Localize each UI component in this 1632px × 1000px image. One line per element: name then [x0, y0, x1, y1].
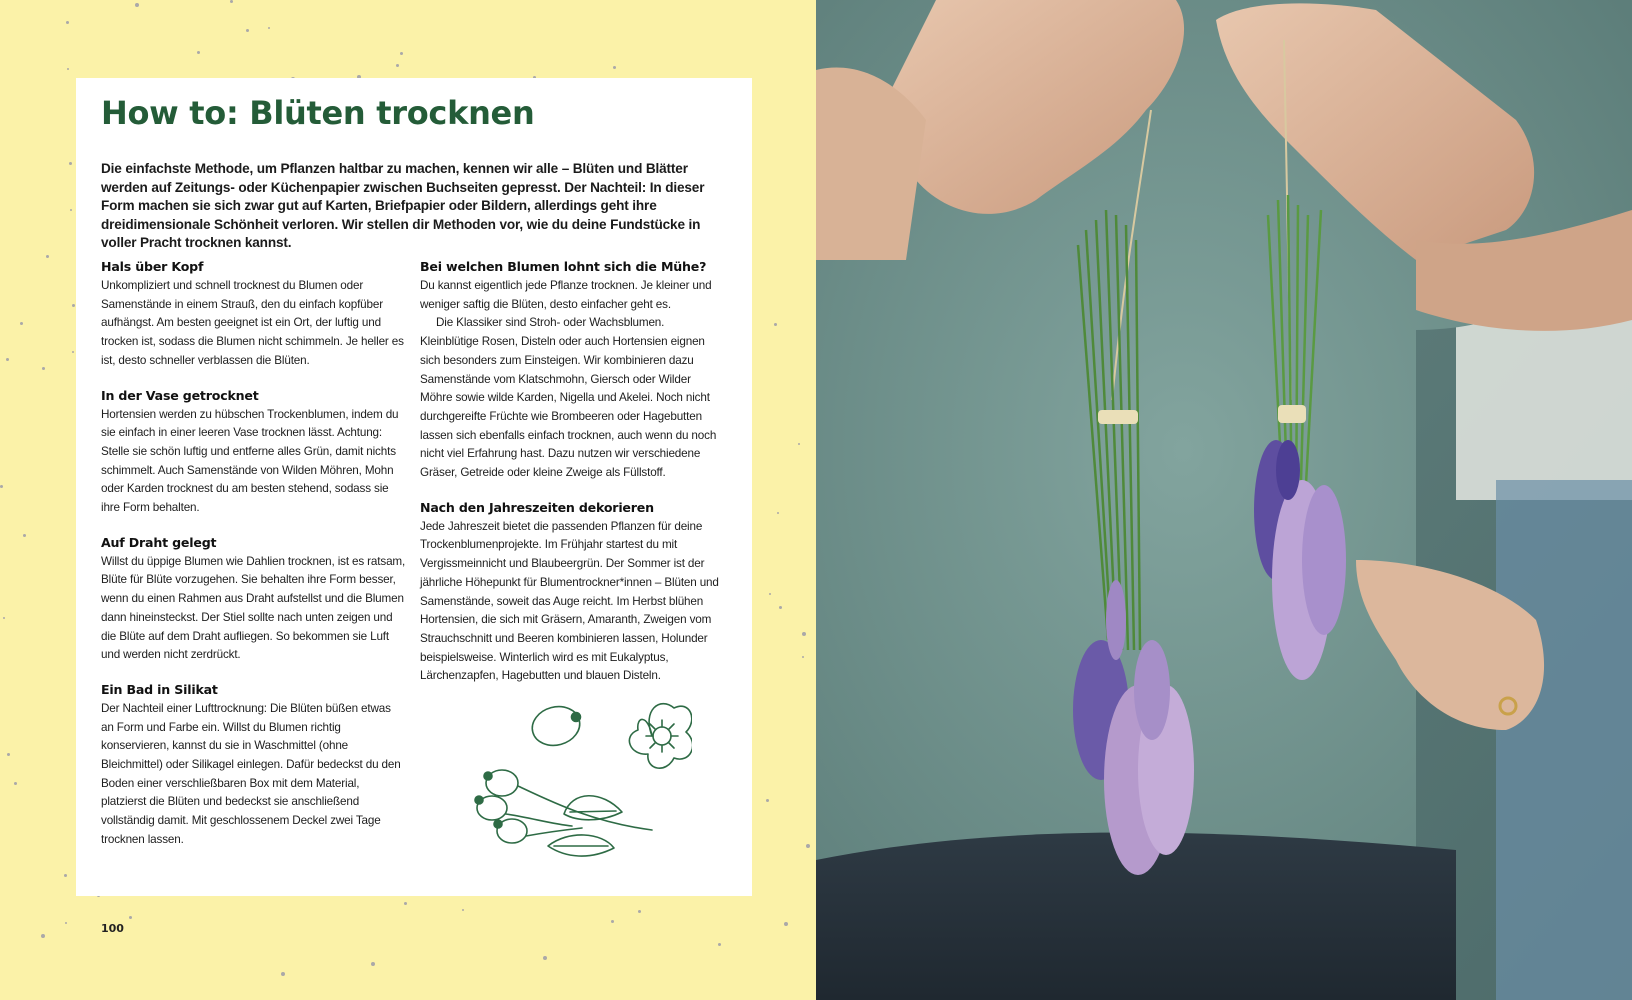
- speckle-dot: [197, 51, 200, 54]
- speckle-dot: [20, 322, 23, 325]
- section-heading: Bei welchen Blumen lohnt sich die Mühe?: [420, 259, 707, 274]
- speckle-dot: [129, 916, 132, 919]
- section-heading: Hals über Kopf: [101, 259, 204, 274]
- section-text: Hortensien werden zu hübschen Trockenblumen, indem du sie einfach in einer leeren Vase trocknen lässt. Achtung: Stelle sie schön luftig und entferne alles Grün, damit nichts schimmelt. Auch Samenstände von Wilden Möhren, Mohn oder Karden trocknest du am besten stehend, sodass sie ihre Form behalten.: [101, 407, 399, 515]
- speckle-dot: [281, 972, 285, 976]
- speckle-dot: [65, 922, 67, 924]
- section-silikat: [101, 681, 406, 850]
- intro-paragraph: Die einfachste Methode, um Pflanzen haltbar zu machen, kennen wir alle – Blüten und Blätter werden auf Zeitungs- oder Küchenpapier zwischen Buchseiten gepresst. Der Nachteil: In dieser Form machen sie sich zwar gut auf Karten, Briefpapier oder Bildern, allerdings geht ihre dreidimensionale Schönheit verloren. Wir stellen dir Methoden vor, wie du deine Fundstücke in voller Pracht trocknen kannst.: [101, 161, 705, 250]
- section-in-der-vase: [101, 387, 406, 518]
- speckle-dot: [802, 632, 806, 636]
- section-hals-ueber-kopf: [101, 258, 406, 371]
- speckle-dot: [0, 485, 3, 488]
- left-column: [101, 258, 406, 866]
- speckle-dot: [802, 656, 804, 658]
- speckle-dot: [42, 367, 45, 370]
- page-title: How to: Blüten trocknen: [101, 94, 535, 132]
- speckle-dot: [230, 0, 233, 3]
- speckle-dot: [404, 902, 407, 905]
- speckle-dot: [23, 534, 26, 537]
- speckle-dot: [268, 27, 270, 29]
- speckle-dot: [7, 753, 10, 756]
- speckle-dot: [798, 443, 800, 445]
- speckle-dot: [72, 351, 74, 353]
- speckle-dot: [396, 64, 399, 67]
- content-card: [76, 78, 752, 896]
- speckle-dot: [135, 3, 139, 7]
- section-text: Unkompliziert und schnell trocknest du Blumen oder Samenstände in einem Strauß, den du einfach kopfüber aufhängst. Am besten geeignet ist ein Ort, der luftig und trocken ist, sodass die Blumen nicht schimmeln. Je heller es ist, desto schneller verblassen die Blüten.: [101, 279, 404, 367]
- speckle-dot: [638, 910, 641, 913]
- section-welche-blumen: [420, 258, 725, 483]
- speckle-dot: [613, 66, 616, 69]
- section-heading: Auf Draht gelegt: [101, 534, 217, 550]
- speckle-dot: [400, 52, 403, 55]
- section-text: Jede Jahreszeit bietet die passenden Pflanzen für deine Trockenblumenprojekte. Im Frühjahr startest du mit Vergissmeinnicht und Blaubeergrün. Der Sommer ist der jährliche Höhepunkt für Blumentrockner*innen – Blüten und Samenstände, soweit das Auge reicht. Im Herbst blühen Hortensien, die sich mit Gräsern, Amaranth, Zweigen vom Strauchschnitt und Beeren kombinieren lassen, Holunder beispielsweise. Winterlich wird es mit Eukalyptus, Lärchenzapfen, Hagebutten und blauen Disteln.: [420, 519, 719, 683]
- speckle-dot: [769, 593, 771, 595]
- speckle-dot: [6, 358, 9, 361]
- speckle-dot: [72, 304, 75, 307]
- speckle-dot: [69, 162, 72, 165]
- speckle-dot: [67, 68, 69, 70]
- section-heading: Nach den Jahreszeiten dekorieren: [420, 499, 654, 515]
- speckle-dot: [46, 255, 49, 258]
- speckle-dot: [3, 617, 5, 619]
- speckle-dot: [462, 909, 464, 911]
- section-heading: Ein Bad in Silikat: [101, 681, 218, 697]
- speckle-dot: [66, 21, 69, 24]
- speckle-dot: [777, 512, 779, 514]
- lavender-photo: [816, 0, 1632, 1000]
- right-column: [420, 258, 725, 702]
- speckle-dot: [611, 920, 614, 923]
- speckle-dot: [64, 874, 67, 877]
- speckle-dot: [718, 943, 721, 946]
- speckle-dot: [41, 934, 45, 938]
- section-auf-draht: [101, 534, 406, 665]
- section-text: Willst du üppige Blumen wie Dahlien trocknen, ist es ratsam, Blüte für Blüte vorzugehen. Sie behalten ihre Form besser, wenn du einen Rahmen aus Draht aufstellst und die Blumen dann hineinsteckst. Der Stiel sollte nach unten zeigen und die Blüte auf dem Draht aufliegen. So bekommen sie Luft und werden nicht zerdrückt.: [101, 554, 406, 662]
- speckle-dot: [246, 29, 249, 32]
- section-heading: In der Vase getrocknet: [101, 387, 259, 403]
- section-text: Der Nachteil einer Lufttrocknung: Die Blüten büßen etwas an Form und Farbe ein. Willst du Blumen richtig konservieren, kannst du sie in Waschmittel (ohne Bleichmittel) oder Silikagel einlegen. Dafür bedeckst du den Boden einer verschließbaren Box mit dem Material, platzierst die Blüten und bedeckst sie anschließend vollständig damit. Mit geschlossenem Deckel zwei Tage trocknen lassen.: [101, 701, 401, 846]
- rose-hip-illustration: [452, 690, 692, 870]
- speckle-dot: [70, 209, 72, 211]
- speckle-dot: [14, 782, 17, 785]
- speckle-dot: [766, 799, 769, 802]
- section-jahreszeiten: [420, 499, 725, 686]
- speckle-dot: [371, 962, 375, 966]
- speckle-dot: [806, 844, 810, 848]
- speckle-dot: [543, 956, 547, 960]
- speckle-dot: [774, 323, 777, 326]
- section-text: Die Klassiker sind Stroh- oder Wachsblumen. Kleinblütige Rosen, Disteln oder auch Hortensien eignen sich besonders zum Einsteigen. Wir kombinieren dazu Samenstände vom Klatschmohn, Giersch oder Wilder Möhre sowie wilde Karden, Nigella und Akelei. Noch nicht durchgereifte Früchte wie Brombeeren oder Hagebutten lassen sich ebenfalls einfach trocknen, auch wenn du noch nicht viel Erfahrung hast. Dazu nutzen wir verschiedene Gräser, Getreide oder kleine Zweige als Füllstoff.: [420, 316, 717, 480]
- section-text: Du kannst eigentlich jede Pflanze trocknen. Je kleiner und weniger saftig die Blüten, desto einfacher geht es.: [420, 279, 712, 311]
- page-number: 100: [101, 922, 124, 935]
- speckle-dot: [779, 606, 782, 609]
- speckle-dot: [784, 922, 788, 926]
